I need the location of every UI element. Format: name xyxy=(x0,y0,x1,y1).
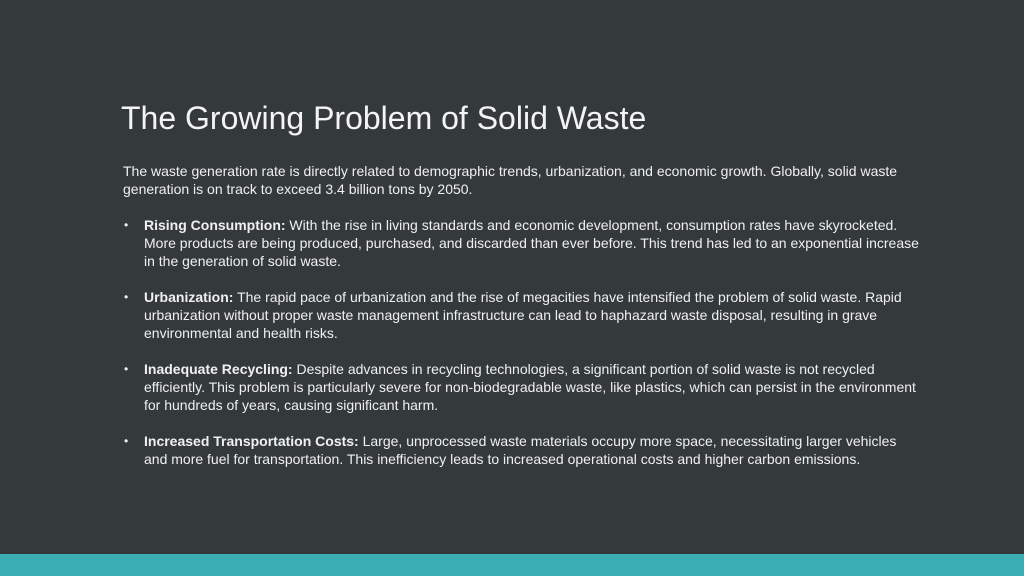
slide-title: The Growing Problem of Solid Waste xyxy=(121,100,647,136)
footer-accent-band xyxy=(0,554,1024,576)
bullet-transportation-costs xyxy=(123,432,923,468)
bullet-text: Large, unprocessed waste materials occupy more space, necessitating larger vehicles and more fuel for transportation. This inefficiency leads to increased operational costs and higher carbon emissions. xyxy=(144,433,897,467)
intro-paragraph: The waste generation rate is directly related to demographic trends, urbanization, and economic growth. Globally, solid waste generation is on track to exceed 3.4 billion tons by 2050. xyxy=(123,163,898,197)
bullet-term: Urbanization: xyxy=(144,289,234,305)
slide-body xyxy=(123,162,923,486)
bullet-term: Inadequate Recycling: xyxy=(144,361,293,377)
bullet-text: With the rise in living standards and economic development, consumption rates have skyrocketed. More products are being produced, purchased, and discarded than ever before. This trend has led to an exponential increase in the generation of solid waste. xyxy=(144,217,919,269)
bullet-term: Rising Consumption: xyxy=(144,217,286,233)
bullet-inadequate-recycling xyxy=(123,360,923,414)
bullet-urbanization xyxy=(123,288,923,342)
bullet-text: Despite advances in recycling technologies, a significant portion of solid waste is not recycled efficiently. This problem is particularly severe for non-biodegradable waste, like plastics, which can persist in the environment for hundreds of years, causing significant harm. xyxy=(144,361,916,413)
bullet-term: Increased Transportation Costs: xyxy=(144,433,359,449)
bullet-text: The rapid pace of urbanization and the rise of megacities have intensified the problem of solid waste. Rapid urbanization without proper waste management infrastructure can lead to haphazard waste disposal, resulting in grave environmental and health risks. xyxy=(144,289,902,341)
bullet-rising-consumption xyxy=(123,216,923,270)
bullet-list xyxy=(123,216,923,468)
